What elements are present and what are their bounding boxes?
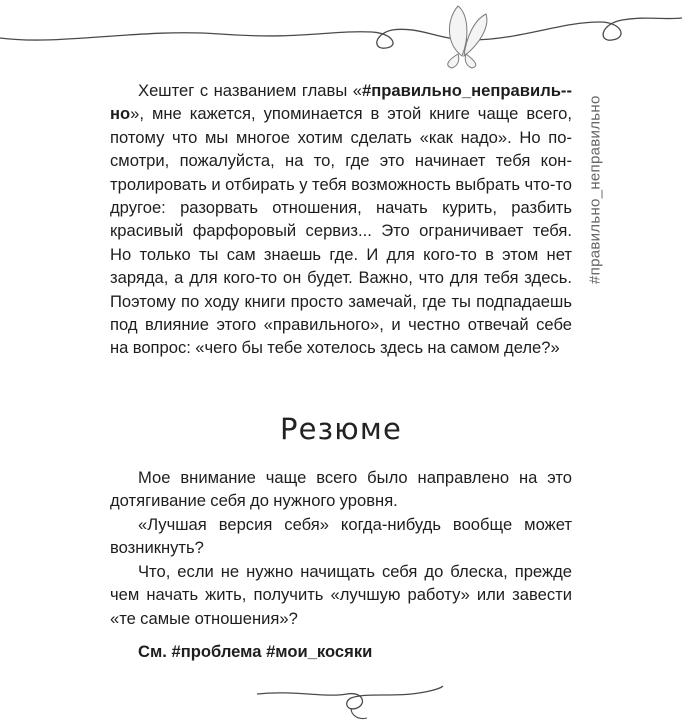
top-flourish-butterfly-ornament: [0, 0, 682, 70]
summary-paragraph: Мое внимание чаще всего было направлено на это дотягивание себя до нужного уровня.: [110, 468, 572, 511]
chapter-hashtag: #правильно_неправиль-но: [110, 81, 572, 124]
top-flourish-line: [0, 18, 682, 48]
body-paragraph: Хештег с названием главы «#правильно_неправиль-но», мне кажется, упоминается в этой книге чаще всего, потому что мы многое хотим сделать «как надо». Но посмотри, пожалуйста, на то, где это начинает тебя контролировать и отбирать у тебя возможность выбрать что-то другое: разорвать отношения, начать курить, разбить красивый фарфоровый сервиз... Это ограничивает тебя. Но только ты сам знаешь где. И для кого-то в этом нет заряда, а для кого-то он будет. Важно, что для тебя здесь. Поэтому по ходу книги просто замечай, где ты подпадаешь под влияние этого «правильного», и честно отвечай себе на вопрос: «чего бы тебе хотелось здесь на самом деле?»: [110, 81, 572, 358]
butterfly-icon: [448, 6, 487, 68]
section-title-summary: Резюме: [279, 412, 403, 446]
bottom-flourish-ornament: [255, 668, 445, 724]
see-also-hashtags: См. #проблема #мои_косяки: [138, 642, 373, 661]
summary-paragraph: Что, если не нужно начищать себя до блеска, прежде чем начать жить, получить «лучшую работу» или завести «те самые отношения»?: [110, 562, 572, 628]
chapter-side-hashtag: #правильно_неправильно: [586, 95, 604, 285]
summary-paragraph: «Лучшая версия себя» когда-нибудь вообще может возникнуть?: [110, 515, 572, 558]
